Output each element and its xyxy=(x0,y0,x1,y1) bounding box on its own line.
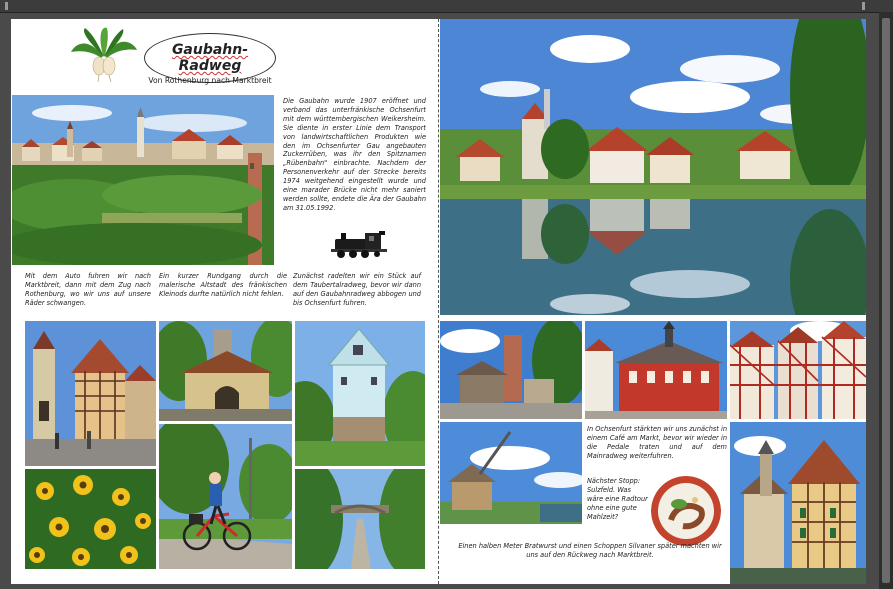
page-subtitle: Von Rothenburg nach Marktbreit xyxy=(148,76,272,85)
caption-car: Mit dem Auto fuhren wir nach Marktbreit, dann mit dem Zug nach Rothenburg, wo wir uns auf unsere Räder schwangen. xyxy=(25,272,151,307)
photo-town-hall[interactable] xyxy=(585,321,727,419)
photo-town-gate[interactable] xyxy=(159,321,292,421)
caption-stop: Nächster Stopp: Sulzfeld. Was wäre eine Radtour ohne eine gute Mahlzeit? xyxy=(587,477,648,521)
caption-walk: Ein kurzer Rundgang durch die malerische Altstadt des fränkischen Kleinods durfte natürlich nicht fehlen. xyxy=(159,272,287,298)
photo-bridge-path[interactable] xyxy=(295,469,425,569)
page-marker-left[interactable] xyxy=(5,2,8,10)
page-title: Gaubahn-Radweg xyxy=(171,42,249,74)
photobook-spread xyxy=(11,19,866,584)
scrollbar-thumb[interactable] xyxy=(882,18,890,583)
photo-cyclist[interactable] xyxy=(159,424,292,569)
photo-tower-square[interactable] xyxy=(440,321,582,419)
photo-timber-houses[interactable] xyxy=(730,321,866,419)
page-marker-right[interactable] xyxy=(862,2,865,10)
intro-text: Die Gaubahn wurde 1907 eröffnet und verband das unterfränkische Ochsenfurt mit dem württembergischen Weikersheim. Sie diente in erster Linie dem Transport von landwirtschaftlichen Produkten wie den im Ochsenfurter Gau angebauten Zuckerrüben, was ihr den Spitznamen „Rübenbahn" einbrachte. Nachdem der Personenverkehr auf der Strecke bereits 1974 weitgehend eingestellt wurde und eine marader Brücke nicht mehr saniert werden sollte, endete die Ära der Gaubahn am 31.05.1992. xyxy=(283,97,426,212)
editor-toolbar xyxy=(0,0,893,13)
photo-white-tower[interactable] xyxy=(295,321,425,466)
photo-windmill[interactable] xyxy=(440,422,582,524)
vertical-scrollbar[interactable] xyxy=(879,12,893,589)
photo-rothenburg-panorama[interactable] xyxy=(12,95,274,265)
photo-bratwurst-plate[interactable] xyxy=(651,476,721,546)
caption-ride: Zunächst radelten wir ein Stück auf dem Taubertalradweg, bevor wir dann auf den Gaubahnradweg abbogen und bis Ochsenfurt fuhren. xyxy=(293,272,421,307)
locomotive-icon xyxy=(329,227,389,259)
photo-plonlein[interactable] xyxy=(25,321,156,466)
caption-cafe: In Ochsenfurt stärkten wir uns zunächst in einem Café am Markt, bevor wir wieder in die Pedale traten und auf dem Mainradweg weiterfuhren. xyxy=(587,425,727,460)
sugar-beet-icon xyxy=(67,26,139,82)
page-gutter xyxy=(438,19,439,584)
photo-village-reflection[interactable] xyxy=(440,19,866,315)
title-oval xyxy=(144,33,276,83)
caption-end: Einen halben Meter Bratwurst und einen Schoppen Silvaner später machten wir uns auf den Rückweg nach Marktbreit. xyxy=(458,542,722,559)
photo-church-town[interactable] xyxy=(730,422,866,584)
photo-sunflowers[interactable] xyxy=(25,469,156,569)
